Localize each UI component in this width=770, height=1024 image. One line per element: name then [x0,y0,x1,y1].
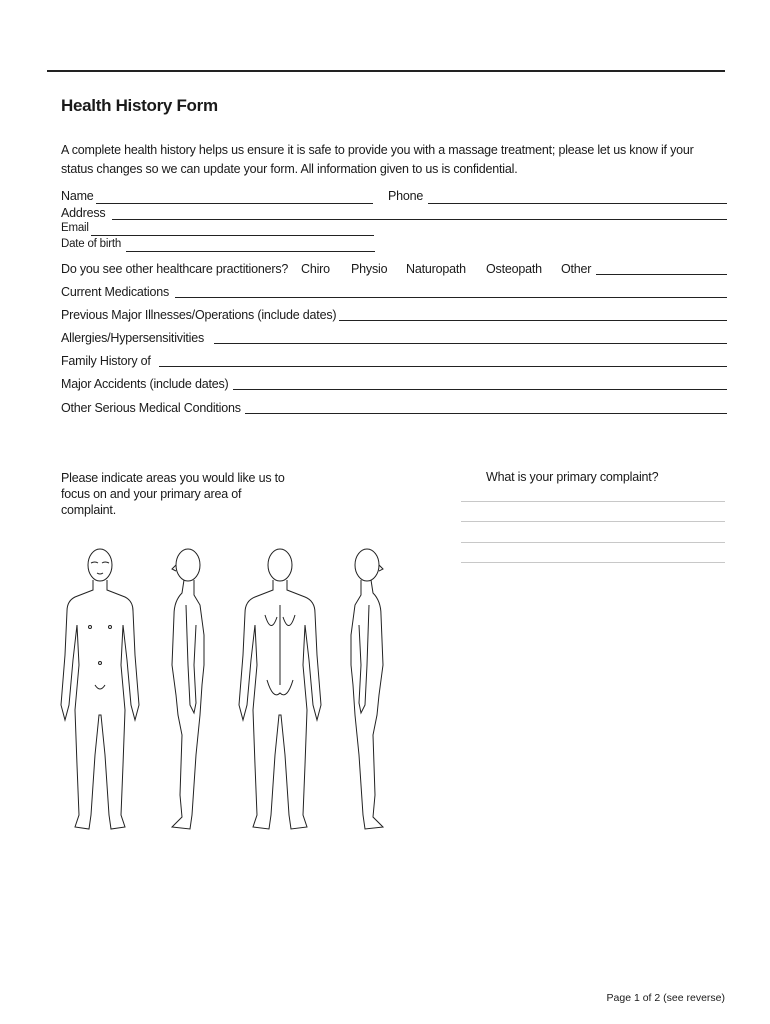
body-back-figure[interactable] [235,545,325,835]
current-medications-label: Current Medications [61,285,170,299]
accidents-label: Major Accidents (include dates) [61,377,229,391]
complaint-line-4[interactable] [461,562,725,563]
email-field[interactable] [91,235,374,236]
body-side-left-figure[interactable] [160,545,220,835]
option-osteopath[interactable]: Osteopath [486,262,542,276]
current-medications-field[interactable] [175,297,727,298]
dob-label: Date of birth [61,238,122,250]
address-field[interactable] [112,219,727,220]
top-rule [47,70,725,72]
intro-text: A complete health history helps us ensure it is safe to provide you with a massage treatment; please let us know if your status changes so we can update your form. All information given to us is confidential. [61,143,694,176]
other-conditions-label: Other Serious Medical Conditions [61,401,241,415]
address-label: Address [61,206,106,220]
form-title: Health History Form [61,96,218,115]
name-label: Name [61,189,94,203]
option-physio[interactable]: Physio [351,262,388,276]
complaint-line-3[interactable] [461,542,725,543]
family-history-field[interactable] [159,366,727,367]
body-map-instruction: Please indicate areas you would like us to focus on and your primary area of complaint. [61,471,285,517]
complaint-line-1[interactable] [461,501,725,502]
other-field[interactable] [596,274,727,275]
accidents-field[interactable] [233,389,727,390]
dob-field[interactable] [126,251,375,252]
page-footer: Page 1 of 2 (see reverse) [606,992,725,1004]
other-conditions-field[interactable] [245,413,727,414]
illnesses-field[interactable] [339,320,727,321]
practitioners-question: Do you see other healthcare practitioners? [61,262,289,276]
allergies-field[interactable] [214,343,727,344]
option-chiro[interactable]: Chiro [301,262,330,276]
email-label: Email [61,222,89,234]
phone-field[interactable] [428,203,727,204]
complaint-line-2[interactable] [461,521,725,522]
illnesses-label: Previous Major Illnesses/Operations (include dates) [61,308,337,322]
family-history-label: Family History of [61,354,151,368]
allergies-label: Allergies/Hypersensitivities [61,331,205,345]
option-naturopath[interactable]: Naturopath [406,262,466,276]
phone-label: Phone [388,189,424,203]
name-field[interactable] [96,203,373,204]
complaint-question: What is your primary complaint? [486,470,659,484]
option-other[interactable]: Other [561,262,592,276]
body-front-figure[interactable] [55,545,145,835]
body-side-right-figure[interactable] [335,545,395,835]
